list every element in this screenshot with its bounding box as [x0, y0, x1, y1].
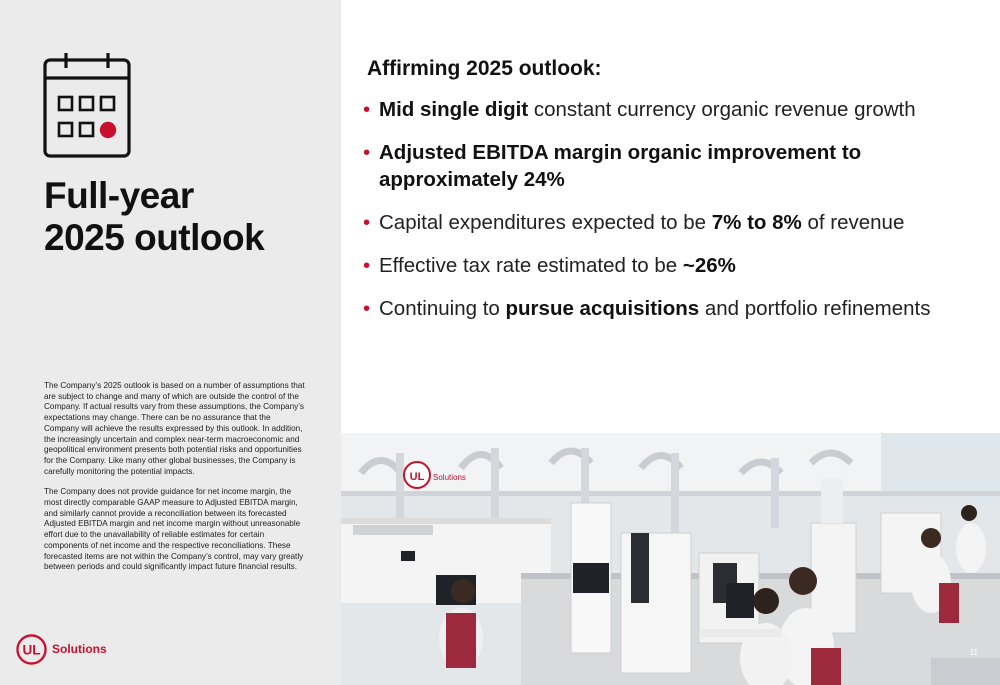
outlook-heading: Affirming 2025 outlook:: [367, 57, 602, 80]
bullet-text: of revenue: [801, 211, 905, 234]
outlook-bullet: [363, 139, 983, 193]
outlook-content: [341, 0, 1000, 433]
photo-logo-mark: UL: [409, 471, 425, 483]
ul-solutions-logo: [16, 632, 107, 666]
outlook-bullet: [363, 96, 983, 123]
logo-text: Solutions: [52, 642, 107, 656]
bullet-marker-icon: •: [363, 211, 371, 234]
bullet-marker-icon: •: [363, 297, 371, 320]
bullet-text: Capital expenditures expected to be: [379, 211, 712, 234]
disclaimer-paragraph: The Company’s 2025 outlook is based on a number of assumptions that are subject to change and many of which are outside the control of the Company. If actual results vary from these assumptions, the Company’s expectations may change. There can be no assurance that the Company will achieve the results expressed by this outlook. In addition, the increasingly uncertain and complex near-term macroeconomic and geopolitical environment presents both potential risks and opportunities for the Company. Like many other global businesses, the Company is carefully monitoring the potential impacts.: [44, 381, 305, 476]
bullet-emphasis: 7% to 8%: [711, 211, 802, 234]
logo-mark-text: UL: [22, 641, 41, 657]
left-panel: [0, 0, 341, 685]
outlook-bullet: [363, 295, 983, 322]
bullet-marker-icon: •: [363, 141, 371, 164]
slide-title: Full-year 2025 outlook: [44, 175, 265, 258]
bullet-marker-icon: •: [363, 98, 371, 121]
calendar-icon: [42, 52, 134, 160]
page-number: 11: [969, 648, 978, 657]
bullet-emphasis: Adjusted EBITDA margin organic improvement to approximately 24%: [379, 141, 862, 191]
bullet-text: Effective tax rate estimated to be: [379, 254, 683, 277]
bullet-text: Continuing to: [379, 297, 506, 320]
outlook-bullet-list: [363, 96, 983, 338]
ul-logo-icon: [16, 634, 47, 665]
lab-photo: [341, 433, 1000, 685]
disclaimer: [44, 381, 306, 583]
bullet-text: and portfolio refinements: [699, 297, 931, 320]
photo-logo-text: Solutions: [433, 473, 466, 482]
bullet-emphasis: ~26%: [682, 254, 736, 277]
disclaimer-paragraph: The Company does not provide guidance for net income margin, the most directly comparable GAAP measure to Adjusted EBITDA margin, and similarly cannot provide a reconciliation between its forecasted Adjusted EBITDA margin and net income margin without unreasonable effort due to the unavailability of reliable estimates for certain components of net income and the respective reconciliations. These forecasted items are not within the Company’s control, may vary greatly between periods and could significantly impact future financial results.: [44, 487, 304, 572]
bullet-marker-icon: •: [363, 254, 371, 277]
outlook-bullet: [363, 209, 983, 236]
bullet-emphasis: Mid single digit: [379, 98, 529, 121]
bullet-emphasis: pursue acquisitions: [505, 297, 700, 320]
bullet-text: constant currency organic revenue growth: [528, 98, 916, 121]
outlook-bullet: [363, 252, 983, 279]
